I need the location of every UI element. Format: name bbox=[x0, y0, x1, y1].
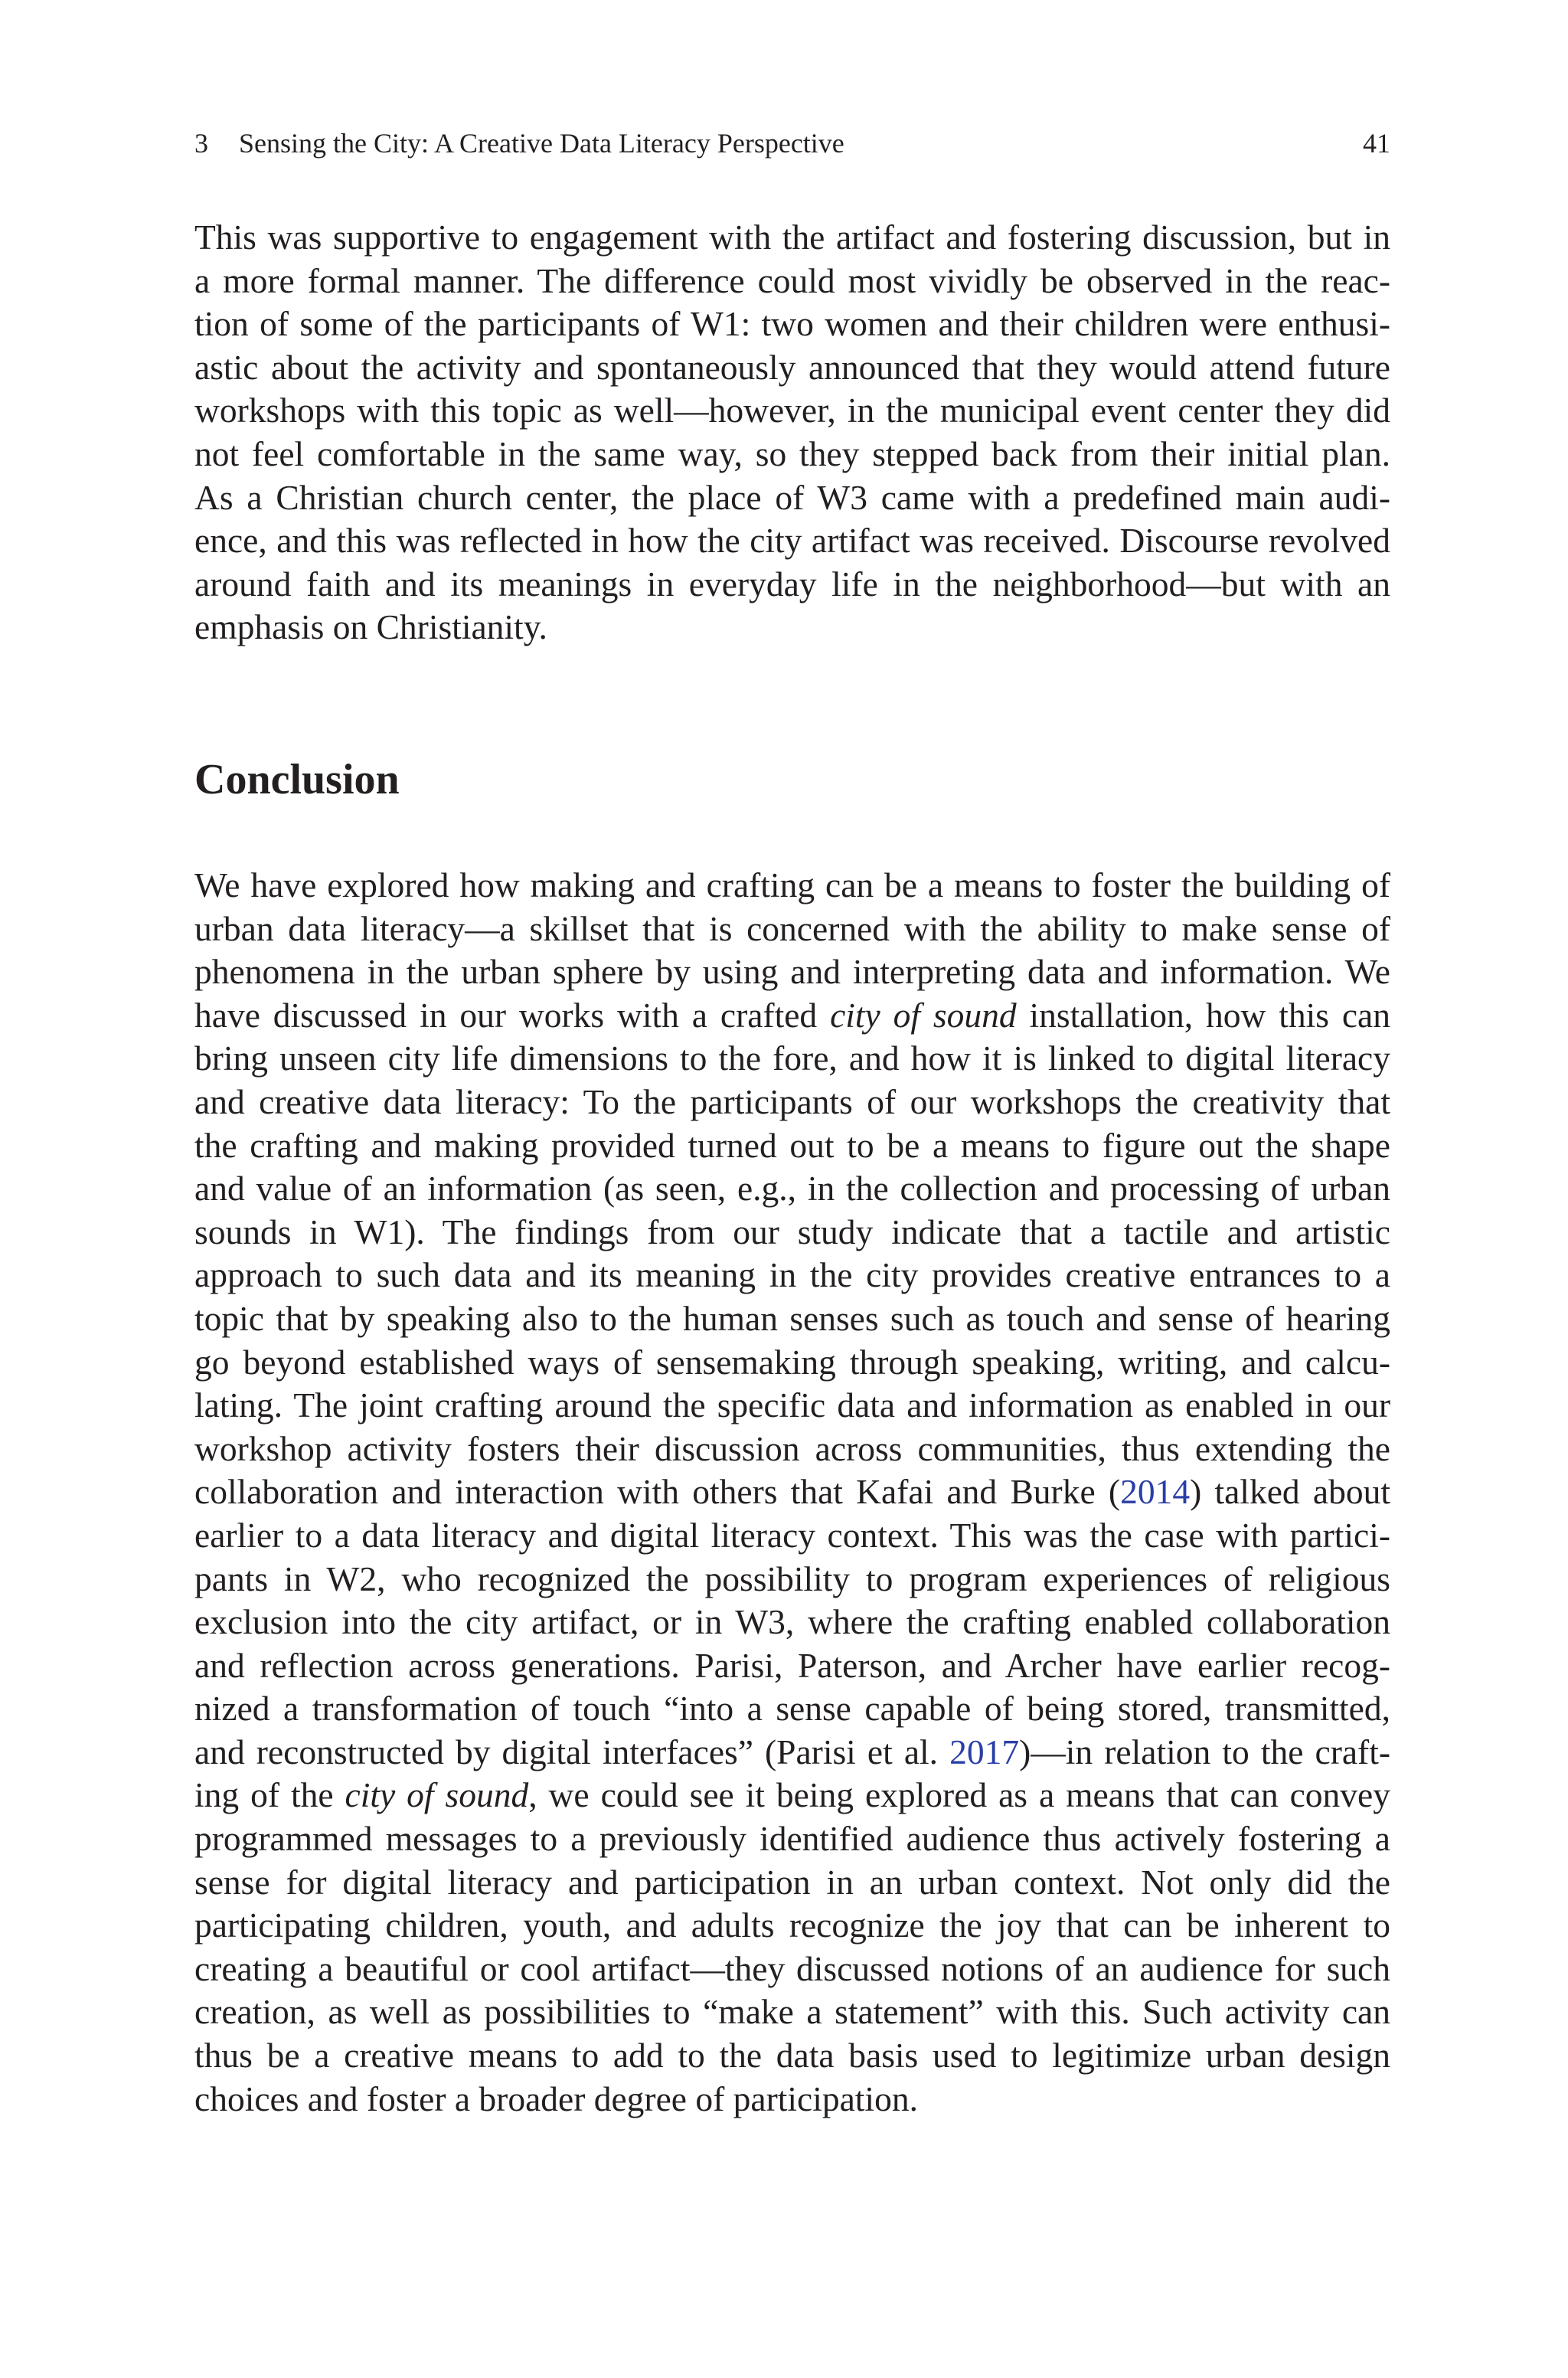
text-line: This was supportive to engagement with the artifact and fostering discussion, but in bbox=[194, 218, 1390, 257]
text-line: not feel comfortable in the same way, so they stepped back from their initial plan. bbox=[194, 433, 1390, 473]
text-line: tion of some of the participants of W1: two women and their children were enthusi- bbox=[194, 304, 1390, 344]
text-line: nized a transformation of touch “into a sense capable of being stored, transmitted, bbox=[194, 1689, 1390, 1729]
paragraph-conclusion bbox=[194, 864, 1390, 2121]
paragraph-workshop-venues bbox=[194, 216, 1390, 649]
chapter-number: 3 bbox=[194, 128, 208, 159]
text-run: collaboration and interaction with others that Kafai and Burke ( bbox=[194, 1472, 1121, 1512]
text-line: workshops with this topic as well—however, in the municipal event center they did bbox=[194, 391, 1390, 430]
text-line: the crafting and making provided turned out to be a means to figure out the shape bbox=[194, 1125, 1390, 1165]
text-line: programmed messages to a previously identified audience thus actively fostering a bbox=[194, 1819, 1390, 1859]
section-heading-conclusion: Conclusion bbox=[194, 756, 400, 803]
text-line: topic that by speaking also to the human senses such as touch and sense of hearing bbox=[194, 1298, 1390, 1338]
text-line: We have explored how making and crafting can be a means to foster the building of bbox=[194, 865, 1390, 904]
text-line: participating children, youth, and adults recognize the joy that can be inherent to bbox=[194, 1905, 1390, 1945]
text-line: pants in W2, who recognized the possibility to program experiences of religious bbox=[194, 1559, 1390, 1598]
text-line: As a Christian church center, the place of W3 came with a predefined main audi- bbox=[194, 477, 1390, 517]
text-run: installation, how this can bbox=[1016, 995, 1391, 1035]
text-line: sounds in W1). The findings from our study indicate that a tactile and artistic bbox=[194, 1212, 1390, 1251]
citation-link-kafai-burke-2014[interactable]: 2014 bbox=[1120, 1472, 1191, 1512]
text-line: choices and foster a broader degree of participation. bbox=[194, 2079, 918, 2118]
text-run: and reconstructed by digital interfaces” (Parisi et al. bbox=[194, 1732, 950, 1771]
text-line: thus be a creative means to add to the data basis used to legitimize urban design bbox=[194, 2036, 1390, 2075]
text-run: ing of the bbox=[194, 1775, 345, 1815]
text-line: exclusion into the city artifact, or in W3, where the crafting enabled collaboration bbox=[194, 1602, 1390, 1642]
text-line: lating. The joint crafting around the specific data and information as enabled in our bbox=[194, 1385, 1390, 1425]
text-line: creating a beautiful or cool artifact—they discussed notions of an audience for such bbox=[194, 1948, 1390, 1988]
text-line: earlier to a data literacy and digital literacy context. This was the case with partici- bbox=[194, 1515, 1390, 1555]
chapter-title: Sensing the City: A Creative Data Literacy Perspective bbox=[239, 128, 844, 159]
text-line: astic about the activity and spontaneously announced that they would attend future bbox=[194, 347, 1390, 387]
text-line: sense for digital literacy and participation in an urban context. Not only did the bbox=[194, 1862, 1390, 1902]
text-line: bring unseen city life dimensions to the fore, and how it is linked to digital literacy bbox=[194, 1039, 1390, 1078]
text-line bbox=[194, 1731, 1390, 1775]
text-line: around faith and its meanings in everyday life in the neighborhood—but with an bbox=[194, 564, 1390, 603]
text-line: urban data literacy—a skillset that is concerned with the ability to make sense of bbox=[194, 908, 1390, 948]
text-line: ence, and this was reflected in how the city artifact was received. Discourse revolved bbox=[194, 521, 1390, 561]
text-run: , we could see it being explored as a means that can convey bbox=[528, 1775, 1390, 1815]
text-run: have discussed in our works with a crafted bbox=[194, 995, 831, 1035]
text-line: workshop activity fosters their discussion across communities, thus extending the bbox=[194, 1428, 1390, 1468]
italic-term: city of sound bbox=[345, 1775, 529, 1815]
text-line bbox=[194, 994, 1390, 1038]
text-line: and creative data literacy: To the participants of our workshops the creativity that bbox=[194, 1081, 1390, 1121]
text-run: )—in relation to the craft- bbox=[1019, 1732, 1390, 1771]
text-line: phenomena in the urban sphere by using and interpreting data and information. We bbox=[194, 952, 1390, 992]
text-line: go beyond established ways of sensemaking through speaking, writing, and calcu- bbox=[194, 1342, 1390, 1382]
running-head bbox=[194, 126, 1390, 161]
text-line bbox=[194, 1774, 1390, 1817]
text-line: a more formal manner. The difference could most vividly be observed in the reac- bbox=[194, 260, 1390, 300]
text-line: and reflection across generations. Parisi, Paterson, and Archer have earlier recog- bbox=[194, 1645, 1390, 1685]
text-line: creation, as well as possibilities to “make a statement” with this. Such activity can bbox=[194, 1992, 1390, 2032]
text-run: ) talked about bbox=[1190, 1472, 1390, 1512]
citation-link-parisi-2017[interactable]: 2017 bbox=[949, 1732, 1020, 1771]
page-number: 41 bbox=[1363, 128, 1390, 159]
text-line: emphasis on Christianity. bbox=[194, 607, 547, 647]
text-line: approach to such data and its meaning in the city provides creative entrances to a bbox=[194, 1255, 1390, 1295]
text-line bbox=[194, 1470, 1390, 1514]
italic-term: city of sound bbox=[830, 995, 1017, 1035]
text-line: and value of an information (as seen, e.g., in the collection and processing of urban bbox=[194, 1169, 1390, 1209]
